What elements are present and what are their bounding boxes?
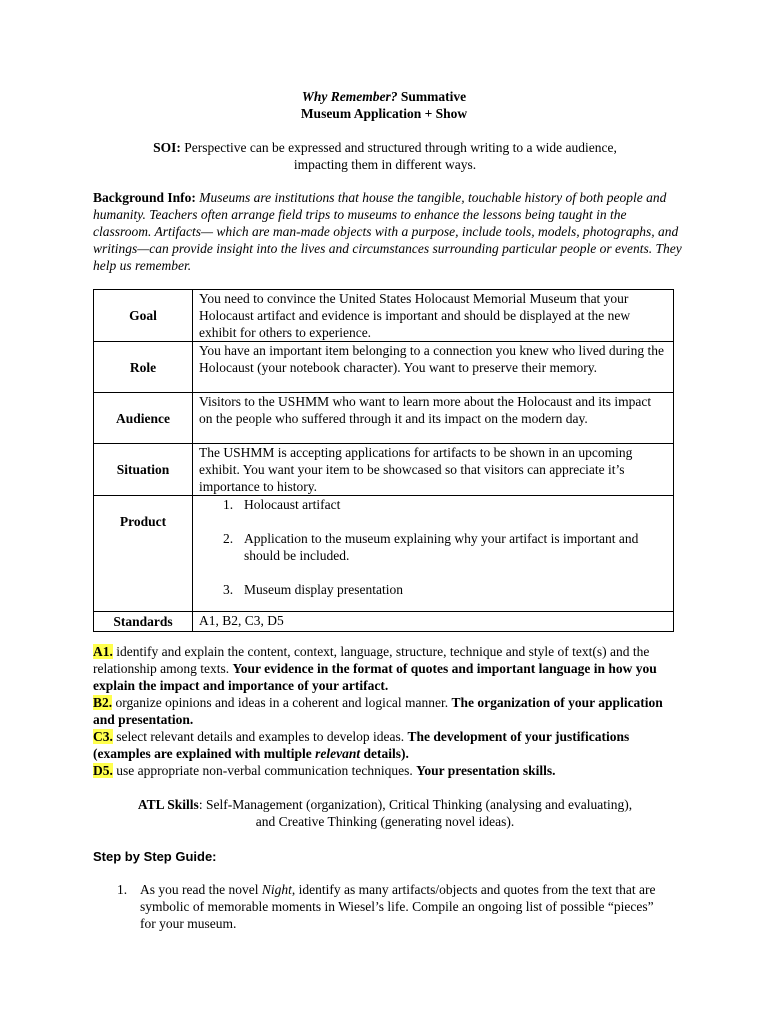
criterion-emphasis: Your evidence in the format of quotes and important language in how you explain the impact and importance of your artifact. [93,661,657,693]
step-text-italic: Night [261,882,292,897]
standards-text: A1, B2, C3, D5 [193,612,674,632]
list-item [199,581,667,598]
list-text: Holocaust artifact [244,497,341,512]
table-row-situation [94,444,674,496]
atl-line-2: and Creative Thinking (generating novel ideas). [255,814,515,829]
criterion-code: A1. [93,644,113,659]
title-rest: Summative [397,89,467,104]
criterion-code: B2. [93,695,113,710]
soi-label: SOI: [153,140,181,155]
role-label: Role [94,342,193,393]
criterion-a1 [93,643,683,694]
step-text-post: , identify as many artifacts/objects and quotes from the text that are symbolic of memorable moments in Wiesel’s life. Compile an ongoing list of possible “pieces” for your museum. [140,882,656,931]
criterion-emphasis: The organization of your application and presentation. [93,695,663,727]
document-title [0,88,768,105]
soi-text-1: Perspective can be expressed and structured through writing to a wide audience, [180,140,617,155]
criterion-b2 [93,694,683,728]
list-number: 1. [223,497,234,512]
guide-heading: Step by Step Guide: [93,849,217,864]
criterion-code: D5. [93,763,113,778]
criterion-d5 [93,762,683,779]
criterion-text: organize opinions and ideas in a coherent and logical manner. [112,695,452,710]
title-italic: Why Remember? [301,89,398,104]
criterion-emphasis: Your presentation skills. [416,763,556,778]
goal-text: You need to convince the United States Holocaust Memorial Museum that your Holocaust artifact and evidence is important and should be displayed at the new exhibit for others to experience. [193,290,674,342]
list-item [199,496,667,513]
product-list [193,496,674,612]
list-text: Museum display presentation [244,582,403,597]
criterion-c3 [93,728,683,762]
grasps-table [93,289,674,632]
atl-line-1 [90,796,680,813]
table-row-audience [94,393,674,444]
table-row-role [94,342,674,393]
situation-text: The USHMM is accepting applications for artifacts to be shown in an upcoming exhibit. You want your item to be showcased so that visitors can appreciate it’s importance to history. [193,444,674,496]
criterion-emphasis-end: details). [360,746,409,761]
standards-label: Standards [94,612,193,632]
criterion-text: select relevant details and examples to develop ideas. [112,729,408,744]
step-text [140,881,660,932]
list-number: 3. [223,582,234,597]
step-text-pre: As you read the novel [140,882,262,897]
soi-line-2: impacting them in different ways. [293,157,477,172]
soi-line-1 [90,139,680,156]
situation-label: Situation [94,444,193,496]
document-subtitle: Museum Application + Show [300,106,468,121]
criterion-code: C3. [93,729,113,744]
background-label: Background Info: [93,190,196,205]
atl-label: ATL Skills [137,797,199,812]
background-text: Museums are institutions that house the tangible, touchable history of both people and humanity. Teachers often arrange field trips to museums to enhance the lessons being taught in the classroom. Artifacts— which are man-made objects with a purpose, include tools, models, photographs, and writings—can provide insight into the lives and circumstances surrounding particular people or events. They help us remember. [93,190,682,273]
atl-text-1: : Self-Management (organization), Critical Thinking (analysing and evaluating), [198,797,633,812]
audience-label: Audience [94,393,193,444]
role-text: You have an important item belonging to a connection you knew who lived during the Holocaust (your notebook character). You want to preserve their memory. [193,342,674,393]
step-number: 1. [117,882,128,897]
list-text: Application to the museum explaining why your artifact is important and should be included. [244,531,639,563]
table-row-product [94,496,674,612]
background-info [93,189,683,274]
table-row-standards [94,612,674,632]
table-row-goal [94,290,674,342]
audience-text: Visitors to the USHMM who want to learn more about the Holocaust and its impact on the people who suffered through it and its impact on the modern day. [193,393,674,444]
product-label: Product [94,496,193,612]
criterion-text: use appropriate non-verbal communication techniques. [112,763,417,778]
criterion-text: identify and explain the content, context, language, structure, technique and style of text(s) and the relationship among texts. [93,644,650,676]
goal-label: Goal [94,290,193,342]
list-number: 2. [223,531,234,546]
criterion-emphasis: The development of your justifications (examples are explained with multiple [93,729,630,761]
list-item [199,530,667,564]
criterion-emphasis-italic: relevant [315,746,361,761]
